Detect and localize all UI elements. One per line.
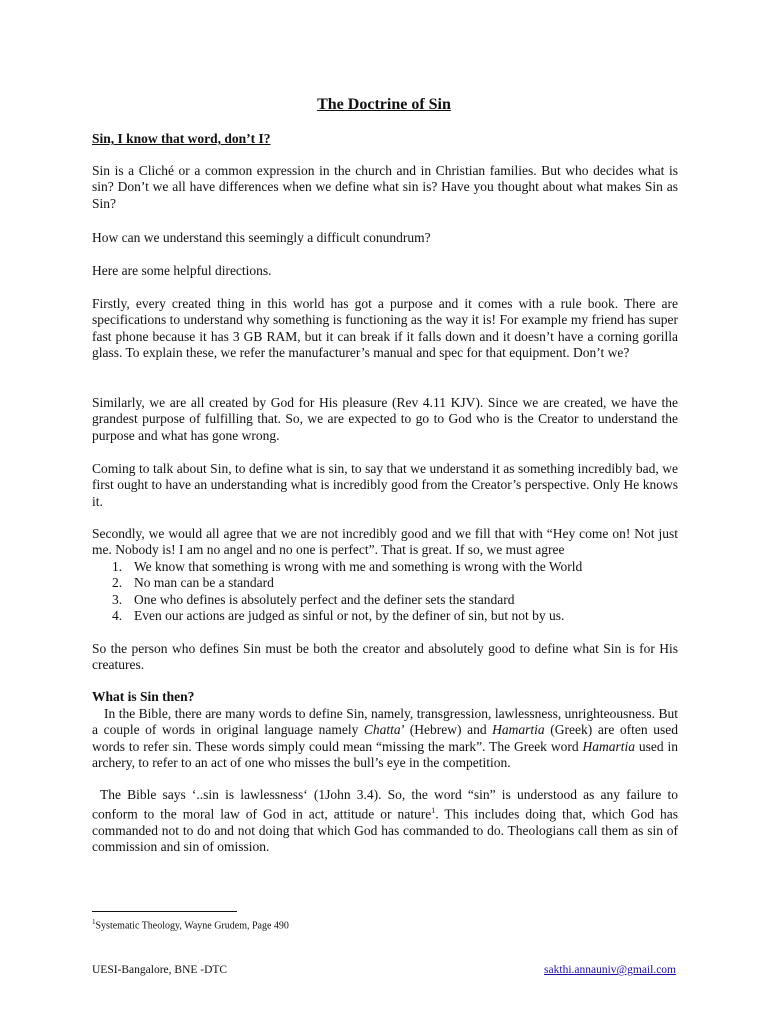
paragraph-cliche: Sin is a Cliché or a common expression in the church and in Christian families. But who decides what is sin? Don’t we all have differences when we define what sin is? Have you thought about what makes Sin as Sin? xyxy=(92,163,678,211)
paragraph-conundrum: How can we understand this seemingly a difficult conundrum? xyxy=(92,230,431,245)
text-run: . This includes doing that, which God has commanded not to do and not doing that which God has commanded to do. Theologians call them as sin of commission and sin of omission. xyxy=(92,806,679,855)
paragraph-helpful-directions: Here are some helpful directions. xyxy=(92,263,272,278)
list-item-number: 2. xyxy=(112,575,123,591)
list-item-text: One who defines is absolutely perfect and the definer sets the standard xyxy=(134,591,515,607)
footnote-number: 1 xyxy=(92,918,96,926)
list-item xyxy=(112,575,672,591)
text-run: used in archery, to refer to an act of one who misses the bull’s eye in the competition. xyxy=(92,738,679,770)
document-title: The Doctrine of Sin xyxy=(317,96,451,113)
list-item-text: No man can be a standard xyxy=(134,575,274,591)
list-item-number: 3. xyxy=(112,591,123,607)
term-hamartia: Hamartia xyxy=(582,738,635,754)
list-item-number: 1. xyxy=(112,559,123,574)
list-item xyxy=(112,559,672,575)
list-item-number: 4. xyxy=(112,607,123,623)
list-item-text: We know that something is wrong with me and something is wrong with the World xyxy=(134,559,583,574)
footnote-reference[interactable]: 1 xyxy=(431,806,436,816)
text-run: The Bible says ‘..sin is lawlessness‘ (1John 3.4). So, the word “sin” is understood as any failure to conform to the moral law of God in act, attitude or nature xyxy=(92,787,678,822)
list-item xyxy=(112,592,672,608)
paragraph-bible-words xyxy=(92,706,678,771)
paragraph-coming-to-talk: Coming to talk about Sin, to define what is sin, to say that we understand it as something incredibly bad, we first ought to have an understanding what is incredibly good from the Creator’s perspective. Only He knows it. xyxy=(92,461,678,509)
agreement-list xyxy=(112,559,672,624)
paragraph-secondly: Secondly, we would all agree that we are not incredibly good and we fill that with “Hey come on! Not just me. Nobody is! I am no angel and no one is perfect”. That is great. If so, we must agree xyxy=(92,526,678,558)
footnote-text: Systematic Theology, Wayne Grudem, Page 490 xyxy=(95,920,289,932)
paragraph-similarly: Similarly, we are all created by God for His pleasure (Rev 4.11 KJV). Since we are created, we have the grandest purpose of fulfilling that. So, we are expected to go to God who is the Creator to understand the purpose and what has gone wrong. xyxy=(92,395,678,443)
term-chatta: Chatta xyxy=(363,722,401,738)
text-run: In the Bible, there are many words to define Sin, namely, transgression, lawlessness, unrighteousness. But a couple of words in original language namely xyxy=(92,706,678,738)
footer-email-link[interactable]: sakthi.annauniv@gmail.com xyxy=(544,964,676,976)
footer-organization: UESI-Bangalore, BNE -DTC xyxy=(92,964,228,976)
list-item-text: Even our actions are judged as sinful or not, by the definer of sin, but not by us. xyxy=(134,607,565,623)
paragraph-person-who-defines: So the person who defines Sin must be both the creator and absolutely good to define what Sin is for His creatures. xyxy=(92,641,678,673)
text-run: ’ (Hebrew) and xyxy=(400,722,493,738)
term-hamartia: Hamartia xyxy=(492,722,545,738)
footnote xyxy=(92,918,289,931)
section-heading-sin-know-word: Sin, I know that word, don’t I? xyxy=(92,131,271,146)
paragraph-firstly: Firstly, every created thing in this world has got a purpose and it comes with a rule book. There are specifications to understand why something is functioning as the way it is! For example my friend has super fast phone because it has 3 GB RAM, but it can break if it falls down and it doesn’t have a corning gorilla glass. To explain these, we refer the manufacturer’s manual and spec for that equipment. Don’t we? xyxy=(92,296,678,360)
list-item xyxy=(112,608,672,624)
text-run: (Greek) are often used words to refer sin. These words simply could mean “missing the mark”. The Greek word xyxy=(92,722,678,754)
footnote-separator xyxy=(92,911,237,912)
section-heading-what-is-sin: What is Sin then? xyxy=(92,689,195,704)
paragraph-lawlessness xyxy=(92,787,678,856)
